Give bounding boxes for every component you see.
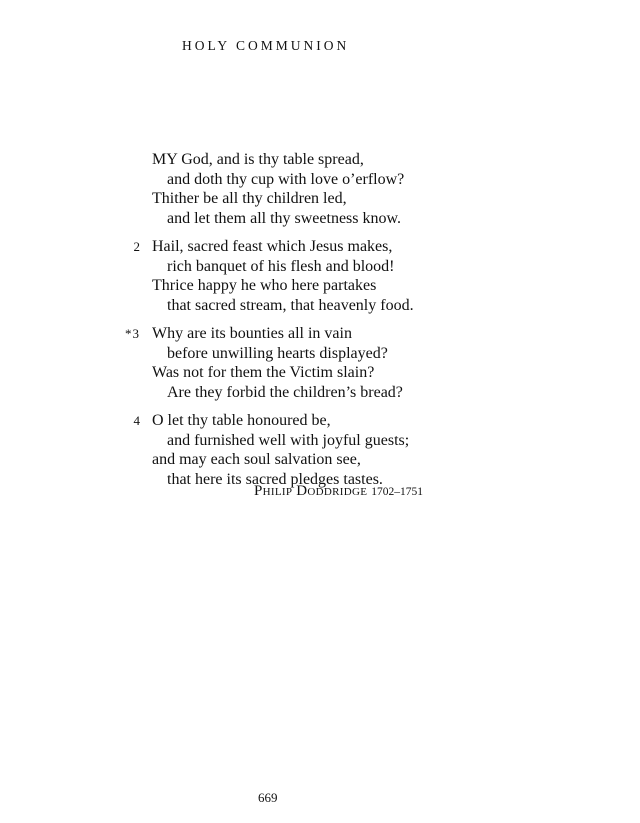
author-name: Philip Doddridge — [254, 483, 368, 499]
verse-number: 2 — [133, 239, 140, 254]
verse-line: and let them all thy sweetness know. — [167, 209, 402, 227]
verse-line: Was not for them the Victim slain? — [152, 364, 375, 381]
verse-line: Thrice happy he who here partakes — [152, 277, 377, 294]
author-attribution — [254, 483, 423, 500]
verse-2 — [110, 237, 540, 315]
verse-line: MY God, and is thy table spread, — [152, 151, 364, 168]
verse-1 — [110, 150, 540, 228]
verse-line: O let thy table honoured be, — [152, 412, 331, 429]
verse-line: Are they forbid the children’s bread? — [167, 383, 403, 401]
page-number: 669 — [258, 790, 278, 805]
verse-number: 4 — [133, 413, 140, 428]
verse-line: rich banquet of his flesh and blood! — [167, 257, 395, 275]
verse-line: and may each soul salvation see, — [152, 451, 361, 468]
verse-line: Hail, sacred feast which Jesus makes, — [152, 238, 393, 255]
verse-line: before unwilling hearts displayed? — [167, 344, 388, 362]
hymn-text — [110, 150, 540, 498]
verse-line: that sacred stream, that heavenly food. — [167, 296, 414, 314]
verse-line: that here its sacred pledges tastes. — [167, 470, 383, 488]
author-dates: 1702–1751 — [371, 486, 424, 498]
page-header: HOLY COMMUNION — [182, 38, 350, 53]
verse-number: *3 — [125, 326, 140, 341]
verse-line: and doth thy cup with love o’erflow? — [167, 170, 405, 188]
verse-4 — [110, 411, 540, 489]
verse-line: Why are its bounties all in vain — [152, 325, 352, 342]
verse-line: and furnished well with joyful guests; — [167, 431, 410, 449]
verse-line: Thither be all thy children led, — [152, 190, 347, 207]
verse-3 — [110, 324, 540, 402]
